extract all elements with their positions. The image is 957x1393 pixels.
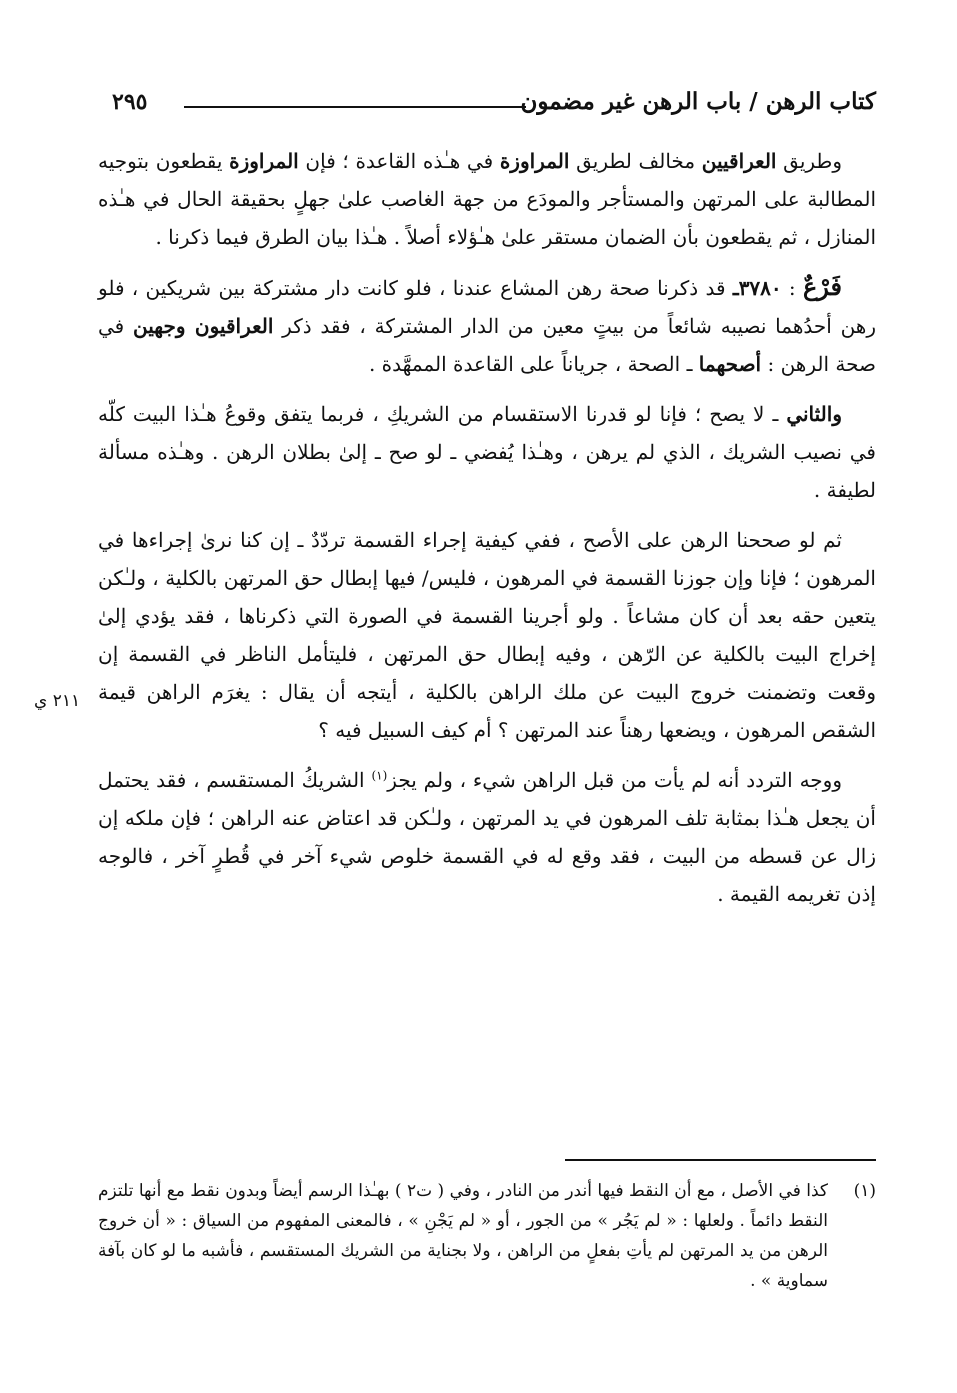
text-run: يقطعون بتوجيه المطالبة على المرتهن والمستأجر والمودَع من جهة الغاصب علىٰ جهلٍ بحقيقة الحال في هـٰذه المنازل ، ثم يقطعون بأن الضمان مستقر علىٰ هـٰؤلاء أصلاً . هـٰذا بيان الطرق فيما ذكرنا . (98, 149, 877, 249)
bold-term: والثاني (786, 402, 842, 426)
text-run: ـ لا يصح ؛ فإنا لو قدرنا الاستقسام من الشريكِ ، فربما يتفق وقوعُ هـٰذا البيت كلّه في نصيب الشريك ، الذي لم يرهن ، وهـٰذا يُفضي ـ لو صح ـ إلىٰ بطلان الرهن . وهـٰذه مسألة لطيفة . (98, 402, 876, 502)
paragraph-1 (98, 142, 876, 256)
text-run: في هـٰذه القاعدة ؛ فإن (298, 149, 500, 173)
text-run: مخالف لطريق (569, 149, 702, 173)
margin-manuscript-note: ٢١١ ي (34, 691, 81, 711)
text-run: وطريق (776, 149, 843, 173)
footnotes (98, 1176, 876, 1296)
bold-term: أصحهما (698, 352, 762, 376)
section-marker-far: فَرْعٌ (802, 272, 842, 301)
footnote-text: كذا في الأصل ، مع أن النقط فيها أندر من النادر ، وفي ( ت٢ ) بهـٰذا الرسم أيضاً وبدون نقط مع أنها تلتزم النقط دائماً . ولعلها : « لم يَجُر » من الجور ، أو « لم يَجْنِ » ، فالمعنى المفهوم من السياق : « أن خروج الرهن من يد المرتهن لم يأتِ بفعلٍ من الراهن ، ولا بجناية من الشريك المستقسم ، فأشبه ما لو كان بآفة سماوية » . (98, 1181, 828, 1291)
bold-term: العراقيون وجهين (133, 314, 274, 338)
text-run: ـ الصحة ، جرياناً على القاعدة الممهَّدة . (368, 352, 699, 376)
text-run: في صحة الرهن : (98, 314, 876, 376)
bold-term: المراوزة (229, 149, 299, 173)
footnote-ref[interactable]: (١) (371, 768, 388, 783)
footnote-separator (565, 1159, 876, 1161)
paragraph-3 (98, 395, 876, 509)
text-run: قد ذكرنا صحة رهن المشاع عندنا ، فلو كانت دار مشتركة بين شريكين ، فلو رهن أحدُهما نصيبه شائعاً من بيتٍ معين من الدار المشتركة ، فقد ذكر (98, 276, 877, 338)
running-header (112, 86, 876, 122)
footnote-number: (١) (853, 1181, 876, 1201)
paragraph-2 (98, 268, 876, 383)
issue-number: ٣٧٨٠ـ (732, 276, 782, 300)
text-run: الشريكُ المستقسم ، فقد يحتمل أن يجعل هـٰذا بمثابة تلف المرهون في يد المرتهن ، ولـٰكن قد اعتاض عنه الراهن ؛ فإن ملكه إن زال عن قسطه من البيت ، فقد وقع له في القسمة خلوص شيء آخر في قُطرٍ آخر ، فالوجه إذن تغريمه القيمة . (98, 768, 876, 906)
main-text (98, 142, 876, 925)
header-title: كتاب الرهن / باب الرهن غير مضمون (520, 88, 876, 115)
page-number: ٢٩٥ (112, 89, 148, 115)
text-run: ثم لو صححنا الرهن على الأصح ، ففي كيفية إجراء القسمة تردّدٌ ـ إن كنا نرىٰ إجراءها في المرهون ؛ فإنا وإن جوزنا القسمة في المرهون ، فليس/ فيها إبطال حق المرتهن بالكلية ، ولـٰكن يتعين حقه بعد أن كان مشاعاً . ولو أجرينا القسمة في الصورة التي ذكرناها ، فقد يؤدي إلىٰ إخراج البيت بالكلية عن الرّهن ، وفيه إبطال حق المرتهن ، فليتأمل الناظر في القسمة إن وقعت وتضمنت خروج البيت عن ملك الراهن بالكلية ، أيتجه أن يقال : يغرَم الراهن قيمة الشقص المرهون ، ويضعها رهناً عند المرتهن ؟ أم كيف السبيل فيه ؟ (98, 528, 876, 742)
bold-term: المراوزة (499, 149, 570, 173)
bold-term: العراقيين (701, 149, 777, 173)
header-rule (184, 106, 526, 108)
footnote-item (98, 1176, 876, 1296)
text-run: : (781, 276, 803, 300)
paragraph-5 (98, 761, 876, 913)
paragraph-4 (98, 521, 876, 749)
text-run: ووجه التردد أنه لم يأت من قبل الراهن شيء ، ولم يجز (387, 768, 842, 792)
